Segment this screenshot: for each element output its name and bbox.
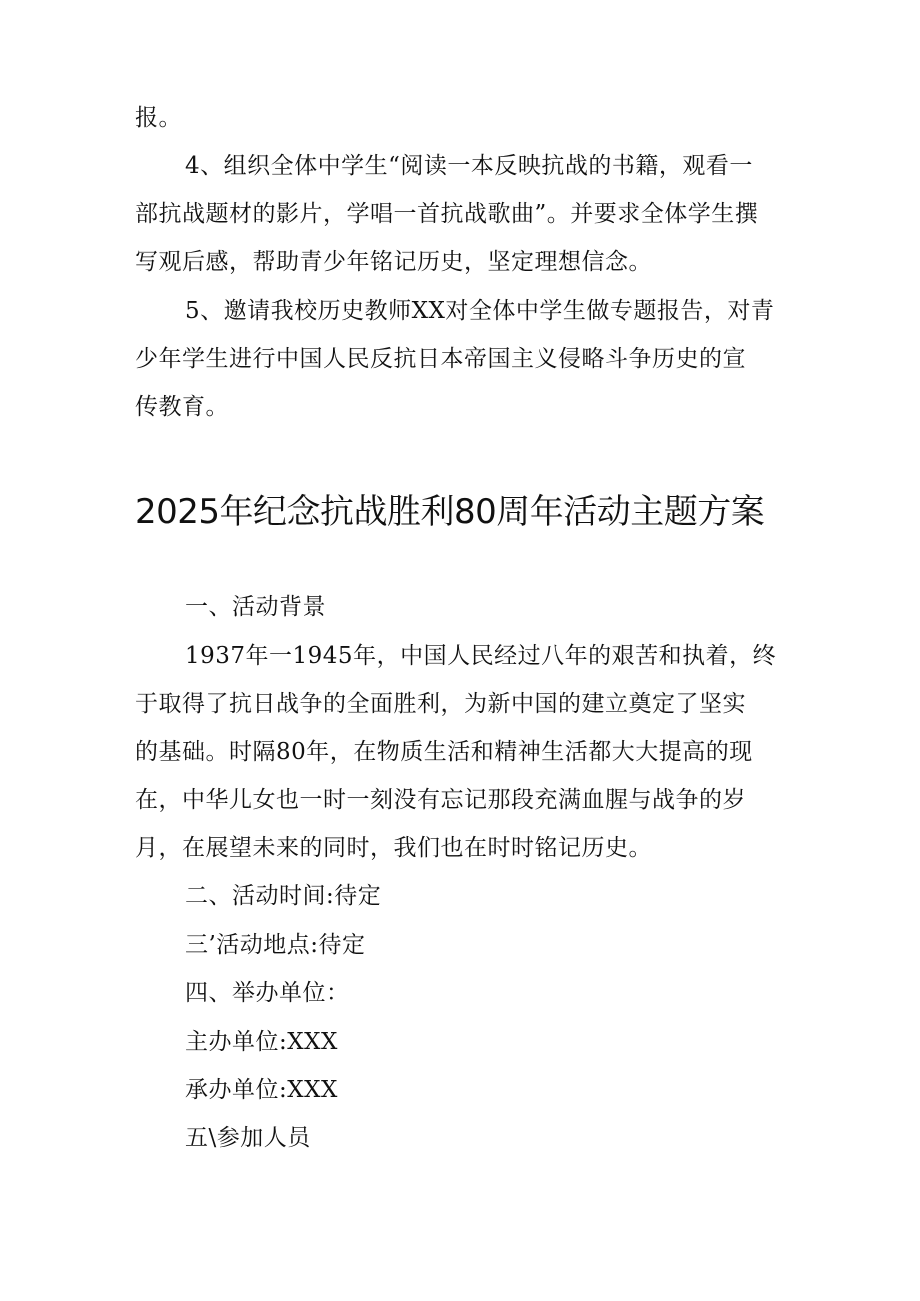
heading-organizers: 四、举办单位： [185, 980, 350, 1006]
prev-item-5-line-1: 5、邀请我校历史教师XX对全体中学生做专题报告，对青 [185, 298, 775, 324]
prev-item-4-line-3: 写观后感，帮助青少年铭记历史，坚定理想信念。 [135, 249, 652, 275]
background-para-line-2: 于取得了抗日战争的全面胜利，为新中国的建立奠定了坚实 [135, 691, 746, 717]
background-para-line-1: 1937年一1945年，中国人民经过八年的艰苦和执着，终 [185, 643, 777, 669]
prev-item-5-line-3: 传教育。 [135, 394, 229, 420]
prev-item-4-line-1: 4、组织全体中学生“阅读一本反映抗战的书籍，观看一 [185, 153, 753, 179]
heading-time: 二、活动时间:待定 [185, 883, 382, 909]
host-organizer: 主办单位:XXX [185, 1029, 338, 1055]
background-para-line-3: 的基础。时隔80年，在物质生活和精神生活都大大提高的现 [135, 739, 753, 765]
heading-location: 三’活动地点:待定 [185, 932, 366, 958]
background-para-line-5: 月，在展望未来的同时，我们也在时时铭记历史。 [135, 835, 652, 861]
prev-item-5-line-2: 少年学生进行中国人民反抗日本帝国主义侵略斗争历史的宣 [135, 346, 746, 372]
document-title: 2025年纪念抗战胜利80周年活动主题方案 [135, 492, 765, 532]
prev-text-line-1: 报。 [135, 105, 182, 131]
co-organizer: 承办单位:XXX [185, 1077, 338, 1103]
prev-item-4-line-2: 部抗战题材的影片，学唱一首抗战歌曲”。并要求全体学生撰 [135, 201, 759, 227]
background-para-line-4: 在，中华儿女也一时一刻没有忘记那段充满血腥与战争的岁 [135, 787, 746, 813]
heading-participants: 五\参加人员 [185, 1125, 311, 1151]
heading-background: 一、活动背景 [185, 594, 326, 620]
